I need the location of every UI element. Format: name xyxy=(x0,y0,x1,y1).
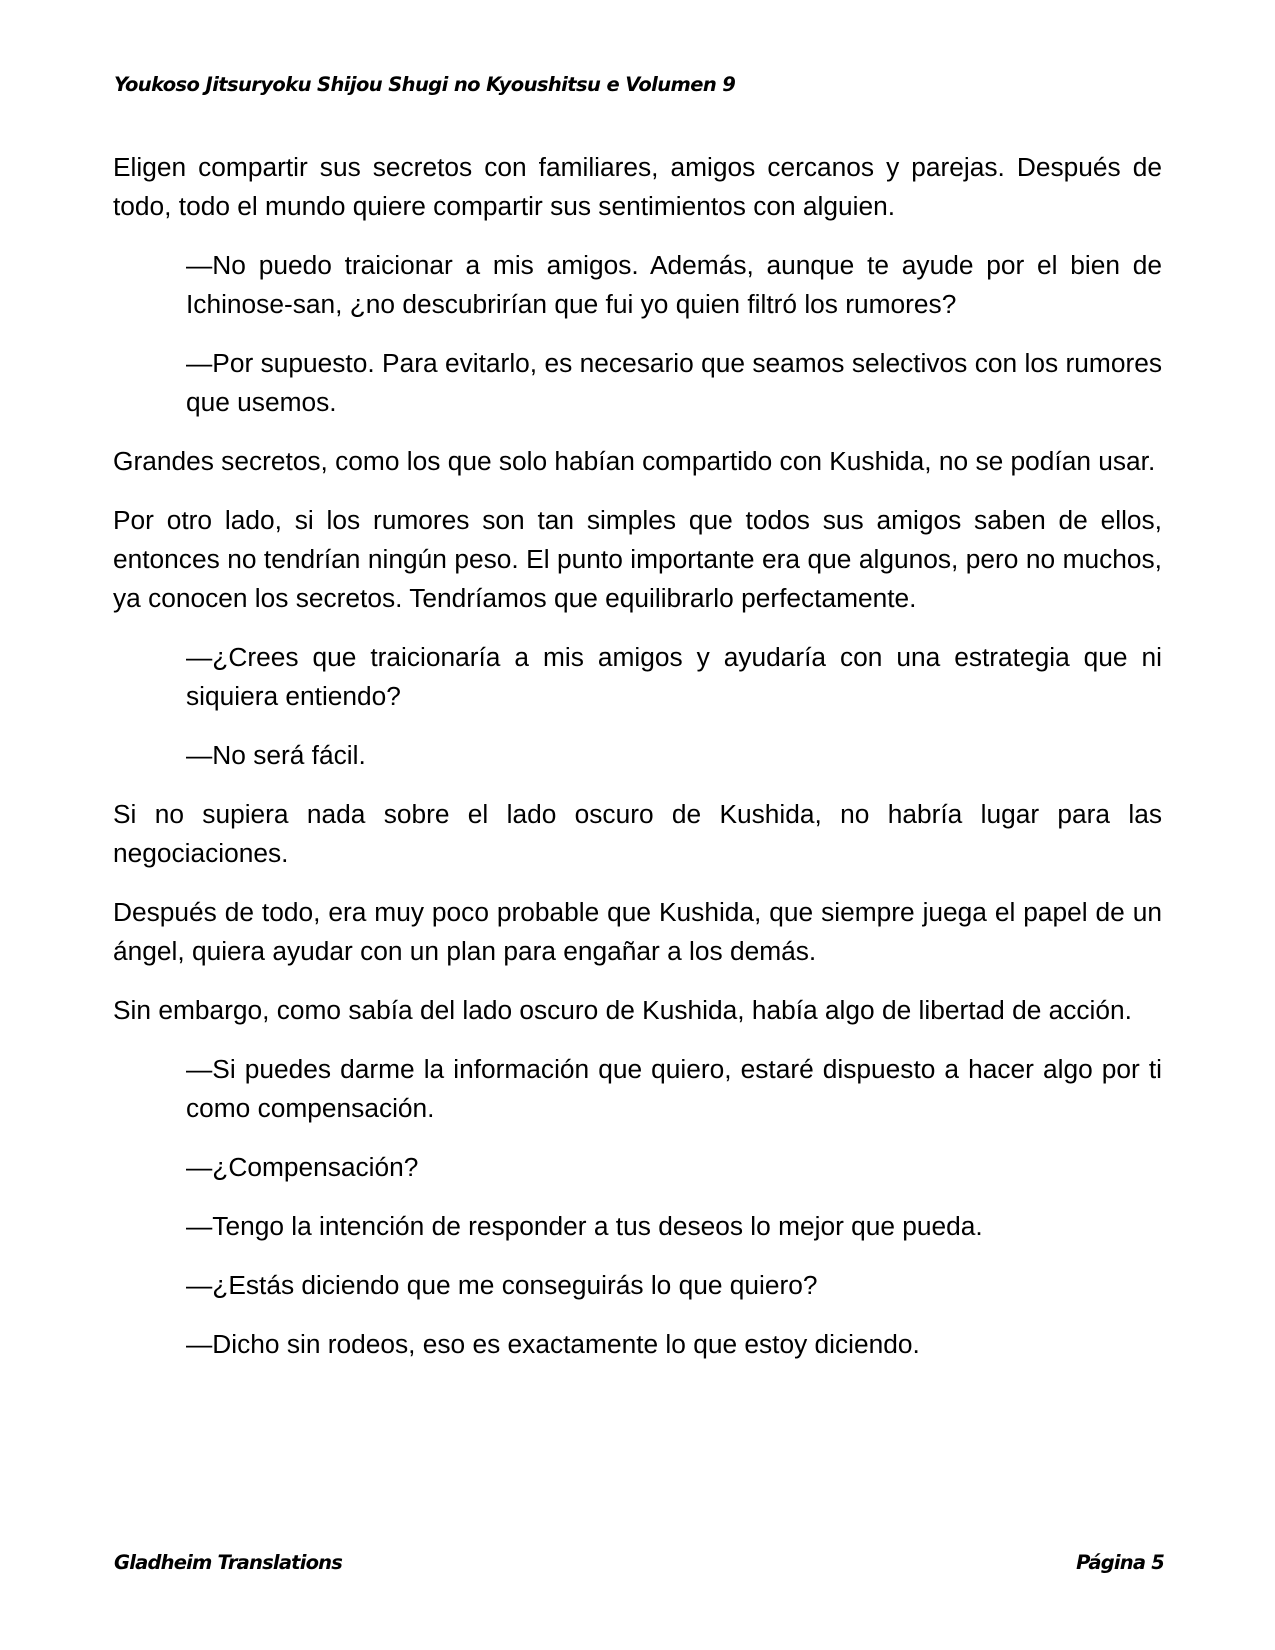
paragraph: Por otro lado, si los rumores son tan simples que todos sus amigos saben de ellos, entonces no tendrían ningún peso. El punto importante era que algunos, pero no muchos, ya conocen los secretos. Tendríamos que equilibrarlo perfectamente. xyxy=(113,505,1162,613)
dialogue-paragraph: —No será fácil. xyxy=(186,740,366,770)
dialogue-paragraph: —Si puedes darme la información que quiero, estaré dispuesto a hacer algo por ti como compensación. xyxy=(186,1054,1162,1123)
dialogue-paragraph: —No puedo traicionar a mis amigos. Además, aunque te ayude por el bien de Ichinose-san, ¿no descubrirían que fui yo quien filtró los rumores? xyxy=(186,250,1162,319)
paragraph: Grandes secretos, como los que solo habían compartido con Kushida, no se podían usar. xyxy=(113,446,1156,476)
page-footer xyxy=(114,1551,1164,1574)
paragraph: Si no supiera nada sobre el lado oscuro de Kushida, no habría lugar para las negociaciones. xyxy=(113,799,1162,868)
dialogue-paragraph: —¿Compensación? xyxy=(186,1152,419,1182)
dialogue-paragraph: —¿Crees que traicionaría a mis amigos y ayudaría con una estrategia que ni siquiera entiendo? xyxy=(186,642,1162,711)
page-number: Página 5 xyxy=(1076,1551,1164,1574)
header-title: Youkoso Jitsuryoku Shijou Shugi no Kyoushitsu e Volumen 9 xyxy=(114,73,736,96)
footer-translator: Gladheim Translations xyxy=(114,1551,343,1574)
dialogue-paragraph: —Dicho sin rodeos, eso es exactamente lo que estoy diciendo. xyxy=(186,1329,920,1359)
dialogue-paragraph: —¿Estás diciendo que me conseguirás lo que quiero? xyxy=(186,1270,818,1300)
dialogue-paragraph: —Por supuesto. Para evitarlo, es necesario que seamos selectivos con los rumores que usemos. xyxy=(186,348,1162,417)
page-body xyxy=(113,148,1162,1384)
paragraph: Después de todo, era muy poco probable que Kushida, que siempre juega el papel de un ángel, quiera ayudar con un plan para engañar a los demás. xyxy=(113,897,1162,966)
paragraph: Sin embargo, como sabía del lado oscuro de Kushida, había algo de libertad de acción. xyxy=(113,995,1132,1025)
dialogue-paragraph: —Tengo la intención de responder a tus deseos lo mejor que pueda. xyxy=(186,1211,983,1241)
page-header xyxy=(114,73,735,96)
paragraph: Eligen compartir sus secretos con familiares, amigos cercanos y parejas. Después de todo, todo el mundo quiere compartir sus sentimientos con alguien. xyxy=(113,152,1162,221)
